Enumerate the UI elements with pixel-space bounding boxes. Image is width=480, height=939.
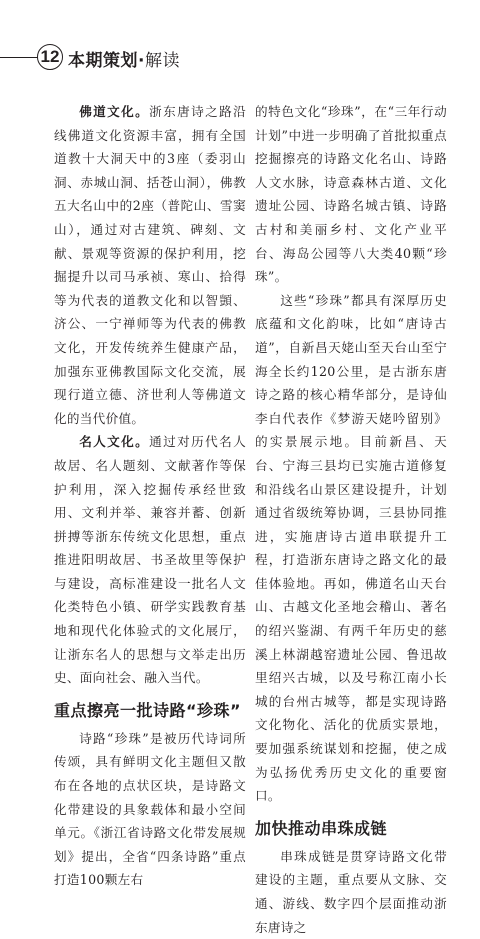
heading-pearls: 重点擦亮一批诗路“珍珠” [54,700,242,720]
section-title-sub: 解读 [144,51,180,71]
paragraph-string-pearls: 串珠成链是贯穿诗路文化带建设的主题，重点要从文脉、交通、游线、数字四个层面推动浙东唐诗之 [255,848,447,935]
page-number: 12 [37,44,63,70]
left-column [54,100,246,892]
section-title [68,46,180,71]
paragraph-text: 通过对历代名人故居、名人题刻、文献著作等保护利用，深入挖掘传承经世致用、文利并举、兼容并蓄、创新拼搏等浙东传统文化思想，重点推进阳明故居、书圣故里等保护与建设，高标准建设一批名人文化类特色小镇、研学实践教育基地和现代化体验式的文化展厅，让浙东名人的思想与文举走出历史、面向社会、融入当代。 [54,434,247,686]
paragraph-lead: 佛道文化。 [79,104,150,119]
paragraph-buddhist-taoist-culture [54,100,246,430]
paragraph-pearls-examples: 这些“珍珠”都具有深厚历史底蕴和文化韵味，比如“唐诗古道”，自新昌天姥山至天台山至宁海全长约120公里，是古浙东唐诗之路的核心精华部分，是诗仙李白代表作《梦游天姥吟留别》的实景展示地。目前新昌、天台、宁海三县均已实施古道修复和沿线名山景区建设提升，计划通过省级统筹协调，三县协同推进，实施唐诗古道串联提升工程，打造浙东唐诗之路文化的最佳体验地。再如，佛道名山天台山、古越文化圣地会稽山、著名的绍兴鉴湖、有两千年历史的慈溪上林湖越窑遗址公园、鲁迅故里绍兴古城，以及号称江南小长城的台州古城等，都是实现诗路文化物化、活化的优质实景地，要加强系统谋划和挖掘，使之成为弘扬优秀历史文化的重要窗口。 [255,292,447,804]
paragraph-pearls-continued: 的特色文化“珍珠”，在“三年行动计划”中进一步明确了首批拟重点挖掘擦亮的诗路文化名山、诗路人文水脉，诗意森林古道、文化遗址公园、诗路名城古镇、诗路古村和美丽乡村、文化产业平台、海岛公园等八大类40颗“珍珠”。 [255,104,447,285]
right-column [255,100,447,939]
section-title-main: 本期策划 [68,51,138,71]
header-rule [0,57,38,58]
paragraph-lead: 名人文化。 [79,434,150,450]
paragraph-celebrity-culture [54,430,246,690]
paragraph-text: 浙东唐诗之路沿线佛道文化资源丰富，拥有全国道教十大洞天中的3座（委羽山洞、赤城山洞、括苍山洞），佛教五大名山中的2座（普陀山、雪窦山），通过对古建筑、碑刻、文献、景观等资源的保护利用，挖掘提升以司马承祯、寒山、拾得等为代表的道教文化和以智顗、济公、一宁禅师等为代表的佛教文化，开发传统养生健康产品，加强东亚佛教国际文化交流，展现行道立德、济世利人等佛道文化的当代价值。 [54,104,247,426]
heading-string-pearls: 加快推动串珠成链 [255,818,388,838]
section-title-separator: · [138,51,145,71]
paragraph-pearls-intro: 诗路“珍珠”是被历代诗词所传颂，具有鲜明文化主题但又散布在各地的点状区块，是诗路文化带建设的具象载体和最小空间单元。《浙江省诗路文化带发展规划》提出，全省“四条诗路”重点打造100颗左右 [54,730,246,888]
